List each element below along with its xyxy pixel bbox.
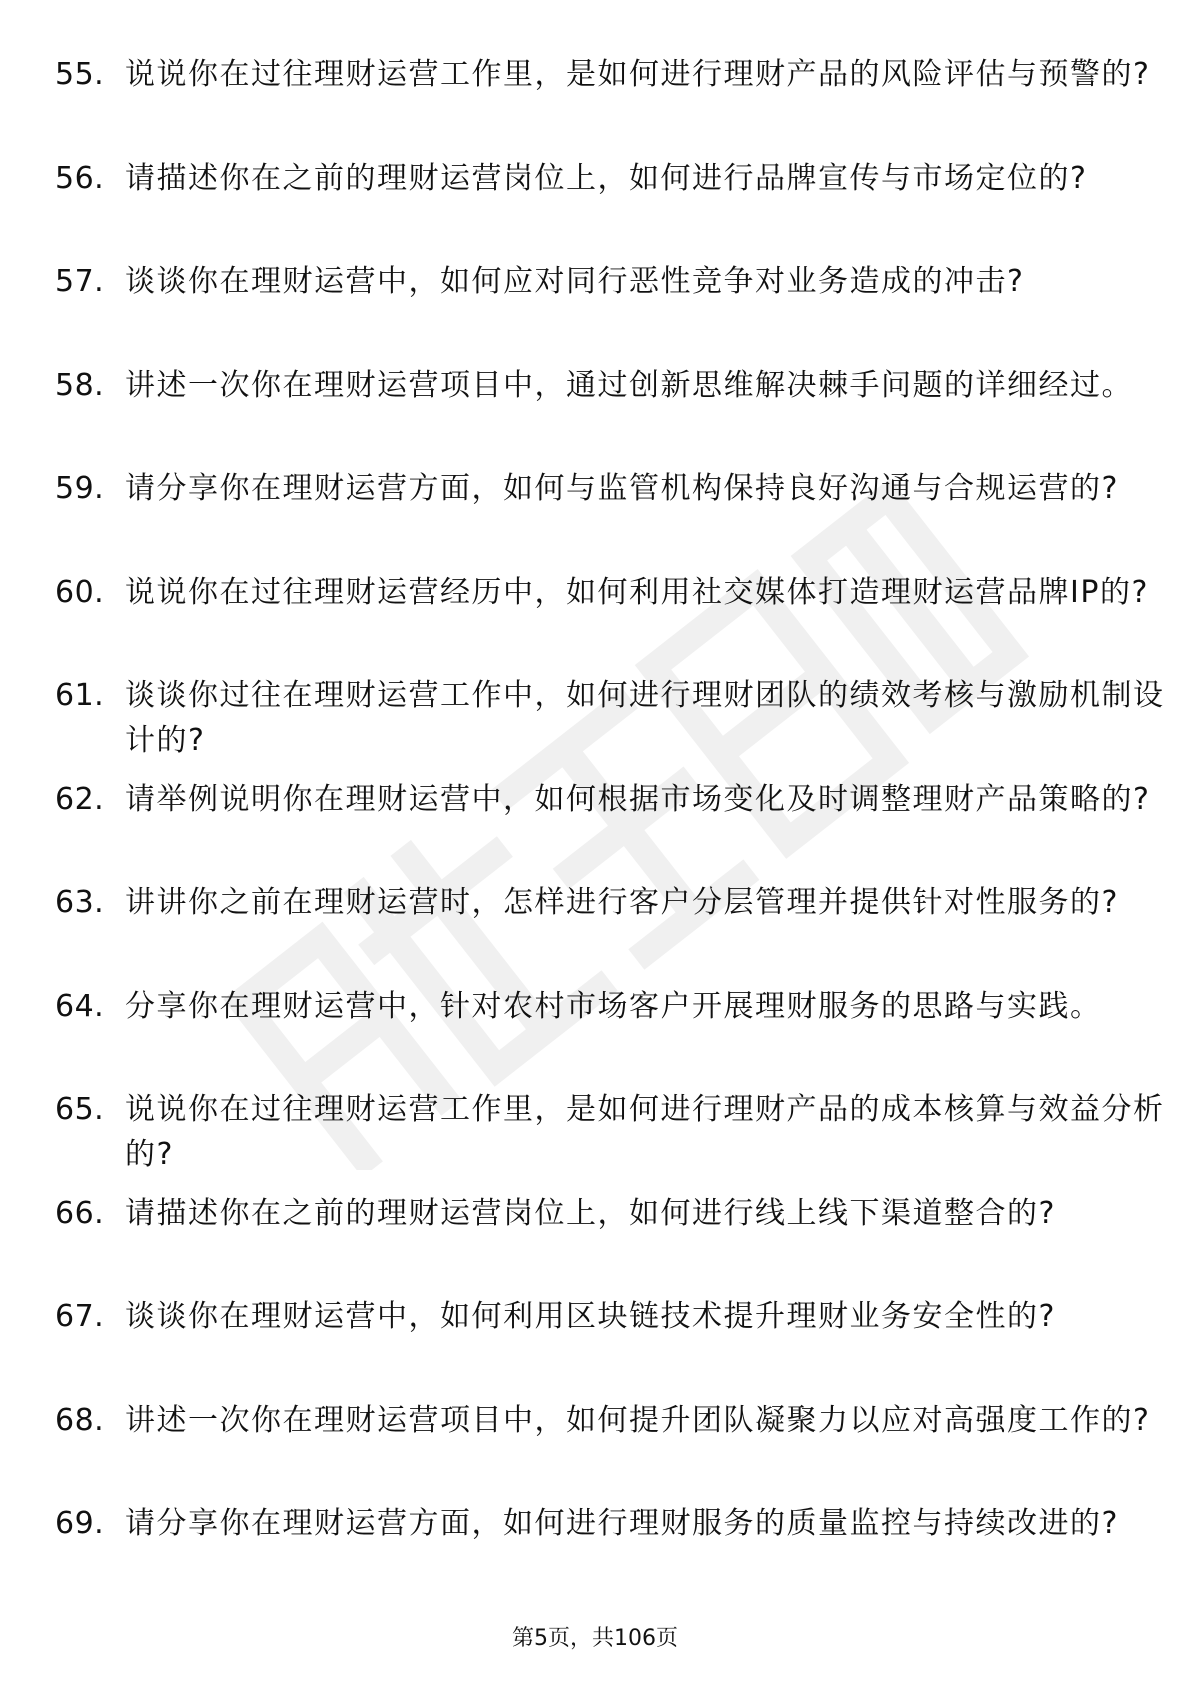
- question-number: 56.: [55, 160, 105, 196]
- question-text: 分享你在理财运营中，针对农村市场客户开展理财服务的思路与实践。: [125, 988, 1102, 1024]
- question-text: 讲述一次你在理财运营项目中，通过创新思维解决棘手问题的详细经过。: [125, 367, 1133, 403]
- question-number: 58.: [55, 367, 105, 403]
- question-item: [55, 1294, 1115, 1398]
- question-item: [55, 777, 1151, 881]
- question-text: 请分享你在理财运营方面，如何进行理财服务的质量监控与持续改进的?: [125, 1506, 1119, 1541]
- question-text: 谈谈你在理财运营中，如何利用区块链技术提升理财业务安全性的?: [125, 1299, 1056, 1334]
- question-text: 说说你在过往理财运营经历中，如何利用社交媒体打造理财运营品牌IP的?: [125, 574, 1149, 610]
- question-number: 63.: [55, 885, 105, 920]
- question-item: [55, 1087, 1165, 1191]
- question-item: [55, 1191, 1115, 1295]
- question-item: [55, 156, 1115, 260]
- question-text: 请描述你在之前的理财运营岗位上，如何进行品牌宣传与市场定位的?: [125, 160, 1088, 196]
- question-text: 讲讲你之前在理财运营时，怎样进行客户分层管理并提供针对性服务的?: [125, 885, 1119, 920]
- question-number: 65.: [55, 1092, 105, 1127]
- question-text: 请分享你在理财运营方面，如何与监管机构保持良好沟通与合规运营的?: [125, 471, 1119, 506]
- question-text: 请举例说明你在理财运营中，如何根据市场变化及时调整理财产品策略的?: [125, 781, 1151, 817]
- page-number-label: 第5页，共106页: [512, 1626, 678, 1651]
- question-item: [55, 1398, 1151, 1502]
- question-text: 说说你在过往理财运营工作里，是如何进行理财产品的风险评估与预警的?: [125, 57, 1151, 92]
- question-number: 57.: [55, 264, 105, 299]
- question-number: 67.: [55, 1299, 105, 1334]
- question-text: 谈谈你过往在理财运营工作中，如何进行理财团队的绩效考核与激励机制设计的?: [125, 678, 1165, 758]
- question-number: 68.: [55, 1402, 105, 1438]
- question-list: [55, 52, 1165, 1605]
- question-item: [55, 466, 1119, 570]
- question-text: 讲述一次你在理财运营项目中，如何提升团队凝聚力以应对高强度工作的?: [125, 1402, 1151, 1438]
- question-number: 64.: [55, 988, 105, 1024]
- question-number: 60.: [55, 574, 105, 610]
- question-item: [55, 570, 1149, 674]
- question-number: 66.: [55, 1195, 105, 1231]
- question-number: 69.: [55, 1506, 105, 1541]
- question-item: [55, 984, 1115, 1088]
- question-number: 62.: [55, 781, 105, 817]
- question-text: 谈谈你在理财运营中，如何应对同行恶性竞争对业务造成的冲击?: [125, 264, 1025, 299]
- question-item: [55, 259, 1115, 363]
- question-item: [55, 673, 1165, 777]
- question-number: 55.: [55, 57, 105, 92]
- question-number: 61.: [55, 678, 105, 713]
- question-item: [55, 52, 1151, 156]
- question-item: [55, 1501, 1119, 1605]
- question-item: [55, 363, 1133, 467]
- page-footer: [0, 1624, 1190, 1654]
- question-number: 59.: [55, 471, 105, 506]
- question-item: [55, 880, 1119, 984]
- question-text: 请描述你在之前的理财运营岗位上，如何进行线上线下渠道整合的?: [125, 1195, 1056, 1231]
- question-text: 说说你在过往理财运营工作里，是如何进行理财产品的成本核算与效益分析的?: [125, 1092, 1165, 1172]
